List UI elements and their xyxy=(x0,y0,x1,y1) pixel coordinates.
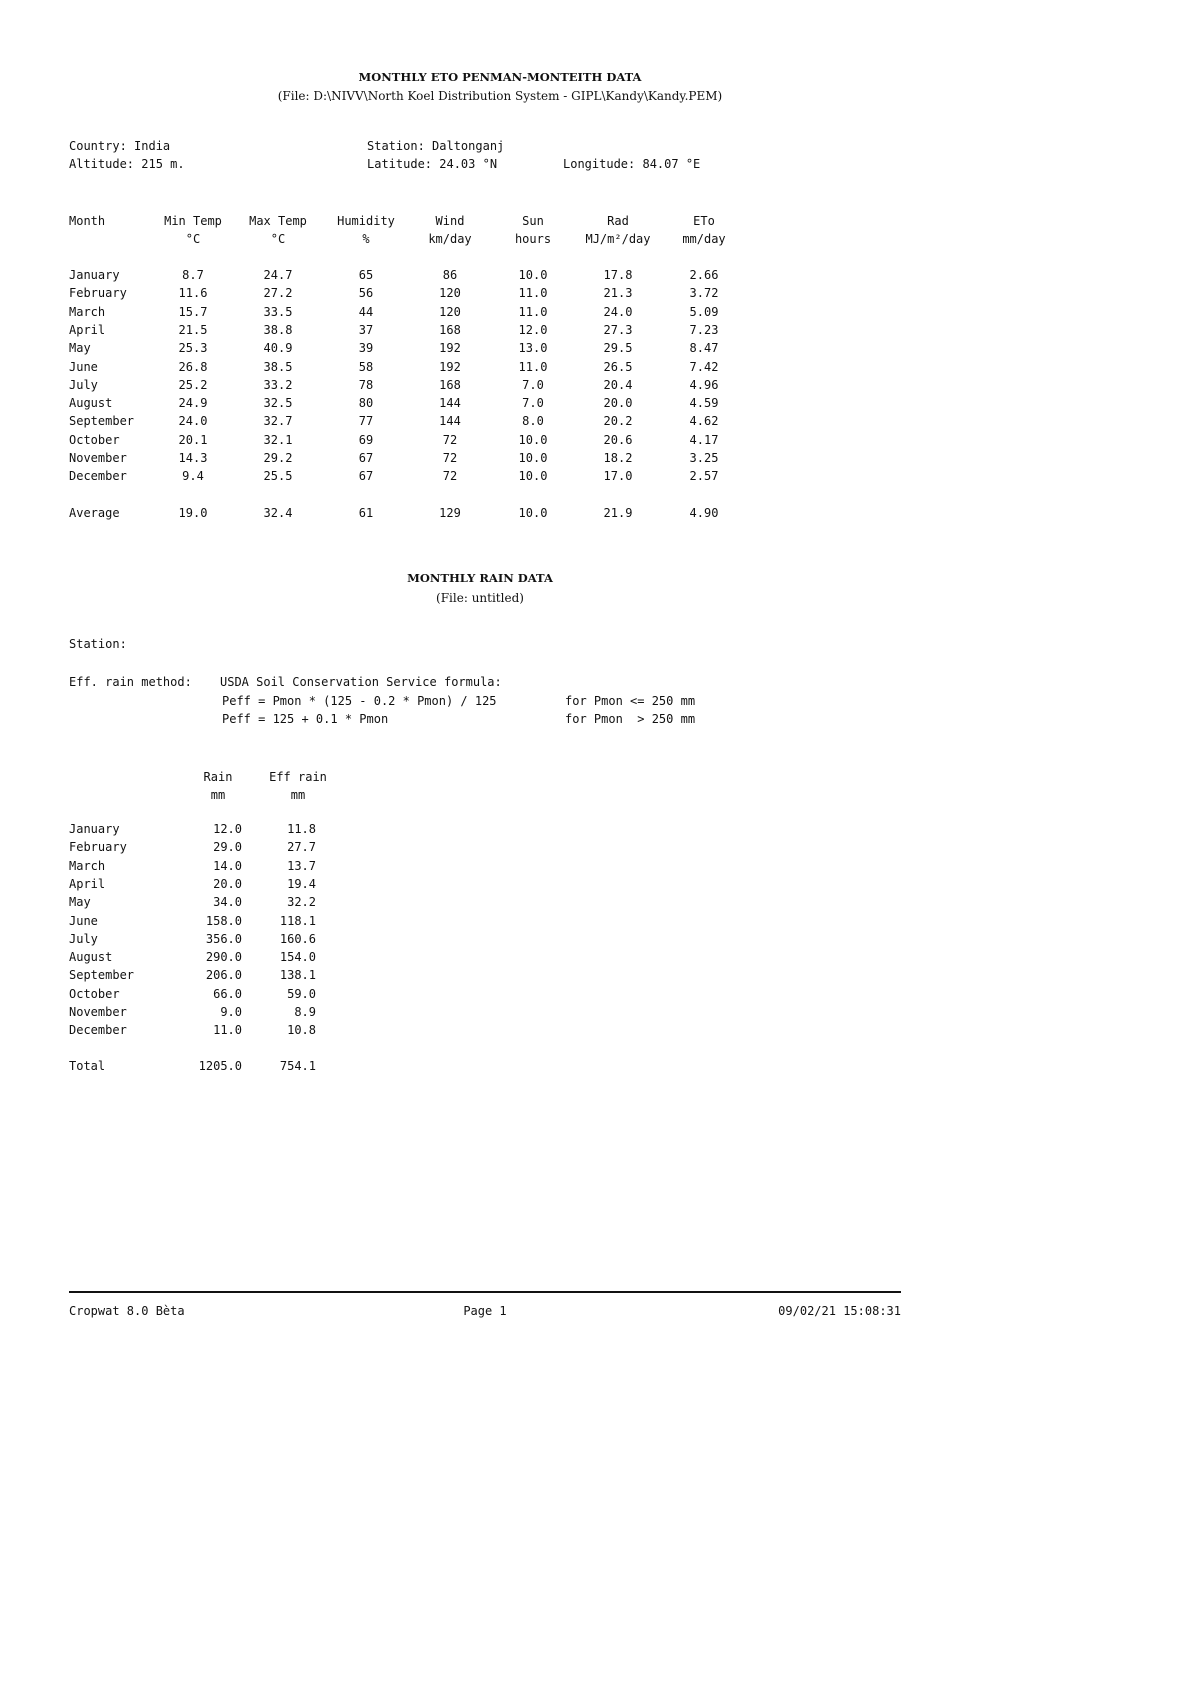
rain-row-rain: 66.0 xyxy=(213,987,242,1001)
footer-rule xyxy=(69,1291,901,1293)
eto-row-value: 20.6 xyxy=(603,433,633,447)
eto-row-value: 13.0 xyxy=(518,341,548,355)
eto-row-value: 72 xyxy=(442,469,458,483)
eto-row-value: 5.09 xyxy=(689,305,719,319)
eto-row-value: 56 xyxy=(358,286,374,300)
rain-header-unit-1: mm xyxy=(290,788,306,802)
eto-row-value: 9.4 xyxy=(182,469,204,483)
rain-total-label: Total xyxy=(69,1059,106,1073)
eto-header-unit-4: km/day xyxy=(428,232,472,246)
eto-average-label: Average xyxy=(69,506,120,520)
eto-row-value: 44 xyxy=(358,305,374,319)
eto-row-value: 4.96 xyxy=(689,378,719,392)
eto-row-value: 32.5 xyxy=(263,396,293,410)
eto-row-value: 15.7 xyxy=(178,305,208,319)
rain-row-eff-rain: 27.7 xyxy=(287,840,316,854)
eto-row-month: September xyxy=(69,414,135,428)
rain-method-name: USDA Soil Conservation Service formula: xyxy=(220,675,502,689)
eto-row-value: 8.47 xyxy=(689,341,719,355)
footer-app-name: Cropwat 8.0 Bèta xyxy=(69,1304,185,1318)
eto-header-7: ETo xyxy=(693,214,715,228)
eto-row-value: 67 xyxy=(358,469,374,483)
eto-station: Station: Daltonganj xyxy=(367,139,505,153)
eto-header-3: Humidity xyxy=(337,214,395,228)
eto-row-value: 25.5 xyxy=(263,469,293,483)
rain-row-month: February xyxy=(69,840,127,854)
eto-row-value: 7.42 xyxy=(689,360,719,374)
rain-row-month: October xyxy=(69,987,120,1001)
eto-row-value: 3.72 xyxy=(689,286,719,300)
rain-condition-2: for Pmon > 250 mm xyxy=(565,712,696,726)
eto-row-value: 8.0 xyxy=(522,414,544,428)
rain-formula-1: Peff = Pmon * (125 - 0.2 * Pmon) / 125 xyxy=(222,694,497,708)
rain-row-eff-rain: 160.6 xyxy=(279,932,316,946)
eto-row-value: 11.0 xyxy=(518,360,548,374)
eto-header-unit-2: °C xyxy=(270,232,286,246)
eto-row-value: 38.8 xyxy=(263,323,293,337)
rain-row-month: July xyxy=(69,932,98,946)
eto-average-value: 4.90 xyxy=(689,506,719,520)
rain-row-rain: 158.0 xyxy=(205,914,242,928)
rain-row-rain: 356.0 xyxy=(205,932,242,946)
eto-row-value: 11.6 xyxy=(178,286,208,300)
eto-row-value: 4.59 xyxy=(689,396,719,410)
eto-row-value: 21.5 xyxy=(178,323,208,337)
eto-header-4: Wind xyxy=(435,214,465,228)
rain-title: MONTHLY RAIN DATA xyxy=(407,571,553,585)
rain-row-rain: 20.0 xyxy=(213,877,242,891)
eto-row-month: February xyxy=(69,286,127,300)
eto-row-value: 26.8 xyxy=(178,360,208,374)
eto-country: Country: India xyxy=(69,139,171,153)
rain-row-rain: 9.0 xyxy=(220,1005,242,1019)
footer-page-number: Page 1 xyxy=(463,1304,507,1318)
rain-total-eff-rain: 754.1 xyxy=(279,1059,316,1073)
eto-row-value: 26.5 xyxy=(603,360,633,374)
eto-row-value: 20.4 xyxy=(603,378,633,392)
rain-row-eff-rain: 13.7 xyxy=(287,859,316,873)
eto-row-value: 10.0 xyxy=(518,433,548,447)
rain-row-rain: 29.0 xyxy=(213,840,242,854)
eto-average-value: 19.0 xyxy=(178,506,208,520)
rain-row-eff-rain: 32.2 xyxy=(287,895,316,909)
eto-row-value: 14.3 xyxy=(178,451,208,465)
eto-row-value: 67 xyxy=(358,451,374,465)
eto-header-unit-5: hours xyxy=(514,232,552,246)
rain-row-rain: 206.0 xyxy=(205,968,242,982)
eto-row-value: 17.8 xyxy=(603,268,633,282)
eto-row-value: 144 xyxy=(439,396,461,410)
rain-row-rain: 11.0 xyxy=(213,1023,242,1037)
eto-row-value: 12.0 xyxy=(518,323,548,337)
eto-row-month: October xyxy=(69,433,120,447)
eto-row-value: 33.2 xyxy=(263,378,293,392)
eto-row-value: 21.3 xyxy=(603,286,633,300)
eto-header-unit-1: °C xyxy=(185,232,201,246)
rain-row-rain: 14.0 xyxy=(213,859,242,873)
eto-row-value: 2.57 xyxy=(689,469,719,483)
eto-header-0: Month xyxy=(69,214,106,228)
eto-row-value: 69 xyxy=(358,433,374,447)
rain-method-label: Eff. rain method: xyxy=(69,675,192,689)
rain-header-1: Eff rain xyxy=(269,770,327,784)
rain-station: Station: xyxy=(69,637,127,651)
eto-row-value: 72 xyxy=(442,433,458,447)
eto-row-value: 3.25 xyxy=(689,451,719,465)
rain-row-eff-rain: 11.8 xyxy=(287,822,316,836)
eto-header-2: Max Temp xyxy=(249,214,307,228)
eto-header-5: Sun xyxy=(522,214,544,228)
eto-row-value: 8.7 xyxy=(182,268,204,282)
eto-row-value: 120 xyxy=(439,305,461,319)
eto-header-unit-7: mm/day xyxy=(682,232,726,246)
rain-formula-2: Peff = 125 + 0.1 * Pmon xyxy=(222,712,389,726)
rain-row-rain: 290.0 xyxy=(205,950,242,964)
eto-row-value: 32.7 xyxy=(263,414,293,428)
eto-row-value: 144 xyxy=(439,414,461,428)
rain-row-month: March xyxy=(69,859,106,873)
rain-row-eff-rain: 8.9 xyxy=(294,1005,316,1019)
eto-header-unit-3: % xyxy=(362,232,370,246)
eto-header-unit-6: MJ/m²/day xyxy=(585,232,651,246)
eto-row-month: January xyxy=(69,268,120,282)
eto-row-value: 58 xyxy=(358,360,374,374)
eto-row-value: 168 xyxy=(439,323,461,337)
rain-row-month: June xyxy=(69,914,98,928)
eto-row-value: 4.17 xyxy=(689,433,719,447)
eto-row-value: 20.0 xyxy=(603,396,633,410)
eto-latitude: Latitude: 24.03 °N xyxy=(367,157,498,171)
rain-row-month: December xyxy=(69,1023,127,1037)
eto-row-value: 86 xyxy=(442,268,458,282)
rain-header-0: Rain xyxy=(203,770,233,784)
eto-header-6: Rad xyxy=(607,214,629,228)
eto-row-value: 7.0 xyxy=(522,396,544,410)
rain-total-rain: 1205.0 xyxy=(198,1059,242,1073)
eto-title: MONTHLY ETO PENMAN-MONTEITH DATA xyxy=(358,70,642,84)
eto-row-value: 29.2 xyxy=(263,451,293,465)
eto-row-value: 80 xyxy=(358,396,374,410)
eto-row-value: 27.2 xyxy=(263,286,293,300)
rain-row-month: August xyxy=(69,950,113,964)
rain-row-eff-rain: 10.8 xyxy=(287,1023,316,1037)
rain-row-rain: 34.0 xyxy=(213,895,242,909)
rain-row-eff-rain: 138.1 xyxy=(279,968,316,982)
eto-row-value: 25.2 xyxy=(178,378,208,392)
eto-row-month: December xyxy=(69,469,127,483)
eto-row-value: 38.5 xyxy=(263,360,293,374)
rain-row-eff-rain: 118.1 xyxy=(279,914,316,928)
eto-row-value: 32.1 xyxy=(263,433,293,447)
rain-row-eff-rain: 19.4 xyxy=(287,877,316,891)
eto-row-value: 2.66 xyxy=(689,268,719,282)
eto-row-value: 20.2 xyxy=(603,414,633,428)
eto-row-month: July xyxy=(69,378,98,392)
eto-row-value: 7.0 xyxy=(522,378,544,392)
eto-row-value: 4.62 xyxy=(689,414,719,428)
rain-row-month: January xyxy=(69,822,120,836)
eto-row-month: May xyxy=(69,341,91,355)
eto-average-value: 32.4 xyxy=(263,506,293,520)
eto-row-value: 192 xyxy=(439,341,461,355)
rain-row-month: May xyxy=(69,895,91,909)
eto-row-value: 24.0 xyxy=(178,414,208,428)
eto-row-value: 17.0 xyxy=(603,469,633,483)
rain-row-eff-rain: 59.0 xyxy=(287,987,316,1001)
eto-row-value: 77 xyxy=(358,414,374,428)
eto-average-value: 10.0 xyxy=(518,506,548,520)
rain-row-month: November xyxy=(69,1005,127,1019)
rain-row-eff-rain: 154.0 xyxy=(279,950,316,964)
rain-condition-1: for Pmon <= 250 mm xyxy=(565,694,696,708)
eto-row-value: 192 xyxy=(439,360,461,374)
eto-average-value: 61 xyxy=(358,506,374,520)
eto-altitude: Altitude: 215 m. xyxy=(69,157,185,171)
rain-row-rain: 12.0 xyxy=(213,822,242,836)
eto-row-value: 7.23 xyxy=(689,323,719,337)
eto-row-value: 65 xyxy=(358,268,374,282)
rain-file-path: (File: untitled) xyxy=(436,591,524,605)
eto-average-value: 21.9 xyxy=(603,506,633,520)
eto-row-value: 24.7 xyxy=(263,268,293,282)
eto-row-value: 10.0 xyxy=(518,268,548,282)
eto-row-value: 40.9 xyxy=(263,341,293,355)
eto-row-value: 39 xyxy=(358,341,374,355)
eto-row-value: 27.3 xyxy=(603,323,633,337)
eto-row-value: 120 xyxy=(439,286,461,300)
eto-row-value: 168 xyxy=(439,378,461,392)
eto-longitude: Longitude: 84.07 °E xyxy=(563,157,701,171)
eto-row-month: August xyxy=(69,396,113,410)
eto-row-value: 33.5 xyxy=(263,305,293,319)
eto-row-value: 11.0 xyxy=(518,305,548,319)
eto-row-value: 37 xyxy=(358,323,374,337)
eto-row-value: 72 xyxy=(442,451,458,465)
eto-header-1: Min Temp xyxy=(164,214,222,228)
eto-file-path: (File: D:\NIVV\North Koel Distribution System - GIPL\Kandy\Kandy.PEM) xyxy=(277,89,723,103)
eto-row-value: 11.0 xyxy=(518,286,548,300)
eto-row-value: 10.0 xyxy=(518,451,548,465)
rain-row-month: September xyxy=(69,968,135,982)
eto-row-month: April xyxy=(69,323,106,337)
eto-row-value: 25.3 xyxy=(178,341,208,355)
eto-row-value: 24.9 xyxy=(178,396,208,410)
eto-row-value: 18.2 xyxy=(603,451,633,465)
eto-row-value: 24.0 xyxy=(603,305,633,319)
rain-header-unit-0: mm xyxy=(210,788,226,802)
eto-row-value: 78 xyxy=(358,378,374,392)
eto-row-value: 10.0 xyxy=(518,469,548,483)
eto-row-month: June xyxy=(69,360,98,374)
eto-row-month: November xyxy=(69,451,127,465)
eto-average-value: 129 xyxy=(439,506,461,520)
rain-row-month: April xyxy=(69,877,106,891)
footer-datetime: 09/02/21 15:08:31 xyxy=(778,1304,901,1318)
eto-row-month: March xyxy=(69,305,106,319)
eto-row-value: 20.1 xyxy=(178,433,208,447)
eto-row-value: 29.5 xyxy=(603,341,633,355)
